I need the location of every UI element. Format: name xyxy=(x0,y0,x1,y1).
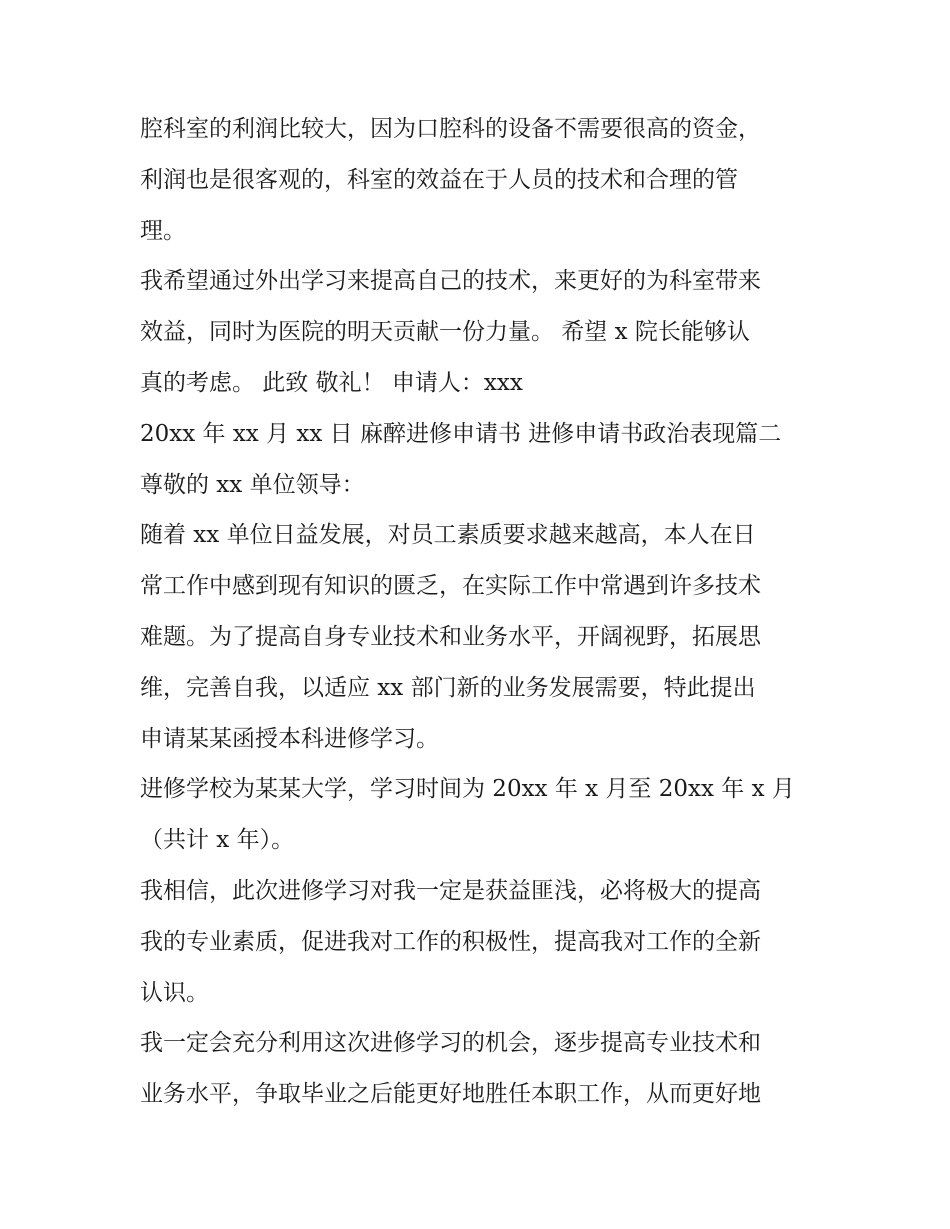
text-line-10: 常工作中感到现有知识的匮乏，在实际工作中常遇到许多技术 xyxy=(140,573,761,600)
text-line-14: 进修学校为某某大学，学习时间为 20xx 年 x 月至 20xx 年 x 月 xyxy=(140,776,795,803)
text-line-5: 效益，同时为医院的明天贡献一份力量。 希望 x 院长能够认 xyxy=(140,319,750,346)
text-line-18: 认识。 xyxy=(140,979,209,1006)
text-line-2: 利润也是很客观的，科室的效益在于人员的技术和合理的管 xyxy=(140,166,738,193)
text-line-8: 尊敬的 xx 单位领导： xyxy=(140,471,365,498)
text-line-6: 真的考虑。 此致 敬礼！ 申请人：xxx xyxy=(140,369,523,396)
text-line-20: 业务水平，争取毕业之后能更好地胜任本职工作，从而更好地 xyxy=(140,1081,761,1108)
text-line-13: 申请某某函授本科进修学习。 xyxy=(140,725,439,752)
text-line-16: 我相信，此次进修学习对我一定是获益匪浅，必将极大的提高 xyxy=(140,877,761,904)
text-line-4: 我希望通过外出学习来提高自己的技术，来更好的为科室带来 xyxy=(140,268,761,295)
text-line-19: 我一定会充分利用这次进修学习的机会，逐步提高专业技术和 xyxy=(140,1030,761,1057)
text-line-3: 理。 xyxy=(140,217,186,244)
text-line-7: 20xx 年 xx 月 xx 日 麻醉进修申请书 进修申请书政治表现篇二 xyxy=(140,420,782,447)
text-line-12: 维，完善自我，以适应 xx 部门新的业务发展需要，特此提出 xyxy=(140,674,756,701)
text-line-15: （共计 x 年）。 xyxy=(140,827,295,854)
text-line-11: 难题。为了提高自身专业技术和业务水平，开阔视野，拓展思 xyxy=(140,623,761,650)
text-line-9: 随着 xx 单位日益发展，对员工素质要求越来越高，本人在日 xyxy=(140,522,756,549)
text-line-1: 腔科室的利润比较大，因为口腔科的设备不需要很高的资金， xyxy=(140,116,761,142)
text-line-17: 我的专业素质，促进我对工作的积极性，提高我对工作的全新 xyxy=(140,928,761,955)
document-body xyxy=(140,104,820,1120)
